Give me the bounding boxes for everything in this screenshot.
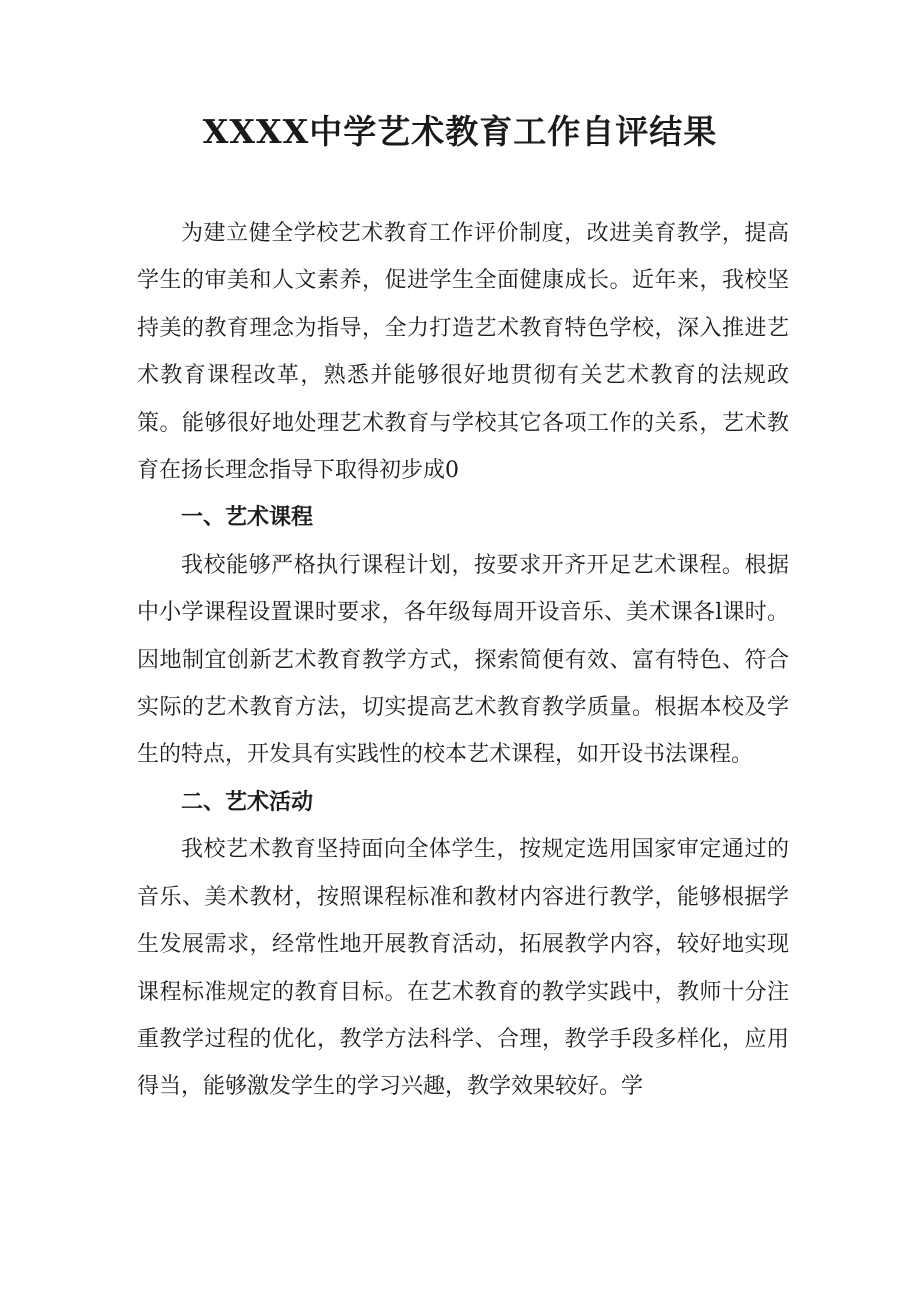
document-title: XXXX中学艺术教育工作自评结果 [202, 112, 718, 151]
section-heading-art-activities: 二、艺术活动 [181, 789, 314, 815]
document-body [137, 210, 789, 1111]
intro-paragraph: 为建立健全学校艺术教育工作评价制度，改进美育教学，提高学生的审美和人文素养，促进学生全面健康成长。近年来，我校坚持美的教育理念为指导，全力打造艺术教育特色学校，深入推进艺术教育课程改革，熟悉并能够很好地贯彻有关艺术教育的法规政策。能够很好地处理艺术教育与学校其它各项工作的关系，艺术教育在扬长理念指导下取得初步成0 [137, 221, 789, 484]
section-paragraph-art-courses: 我校能够严格执行课程计划，按要求开齐开足艺术课程。根据中小学课程设置课时要求，各年级每周开设音乐、美术课各l课时。因地制宜创新艺术教育教学方式，探索简便有效、富有特色、符合实际的艺术教育方法，切实提高艺术教育教学质量。根据本校及学生的特点，开发具有实践性的校本艺术课程，如开设书法课程。 [137, 552, 789, 768]
section-heading-art-courses: 一、艺术课程 [181, 505, 314, 531]
section-paragraph-art-activities: 我校艺术教育坚持面向全体学生，按规定选用国家审定通过的音乐、美术教材，按照课程标准和教材内容进行教学，能够根据学生发展需求，经常性地开展教育活动，拓展教学内容，较好地实现课程标准规定的教育目标。在艺术教育的教学实践中，教师十分注重教学过程的优化，教学方法科学、合理，教学手段多样化，应用得当，能够激发学生的学习兴趣，教学效果较好。学 [137, 837, 789, 1100]
